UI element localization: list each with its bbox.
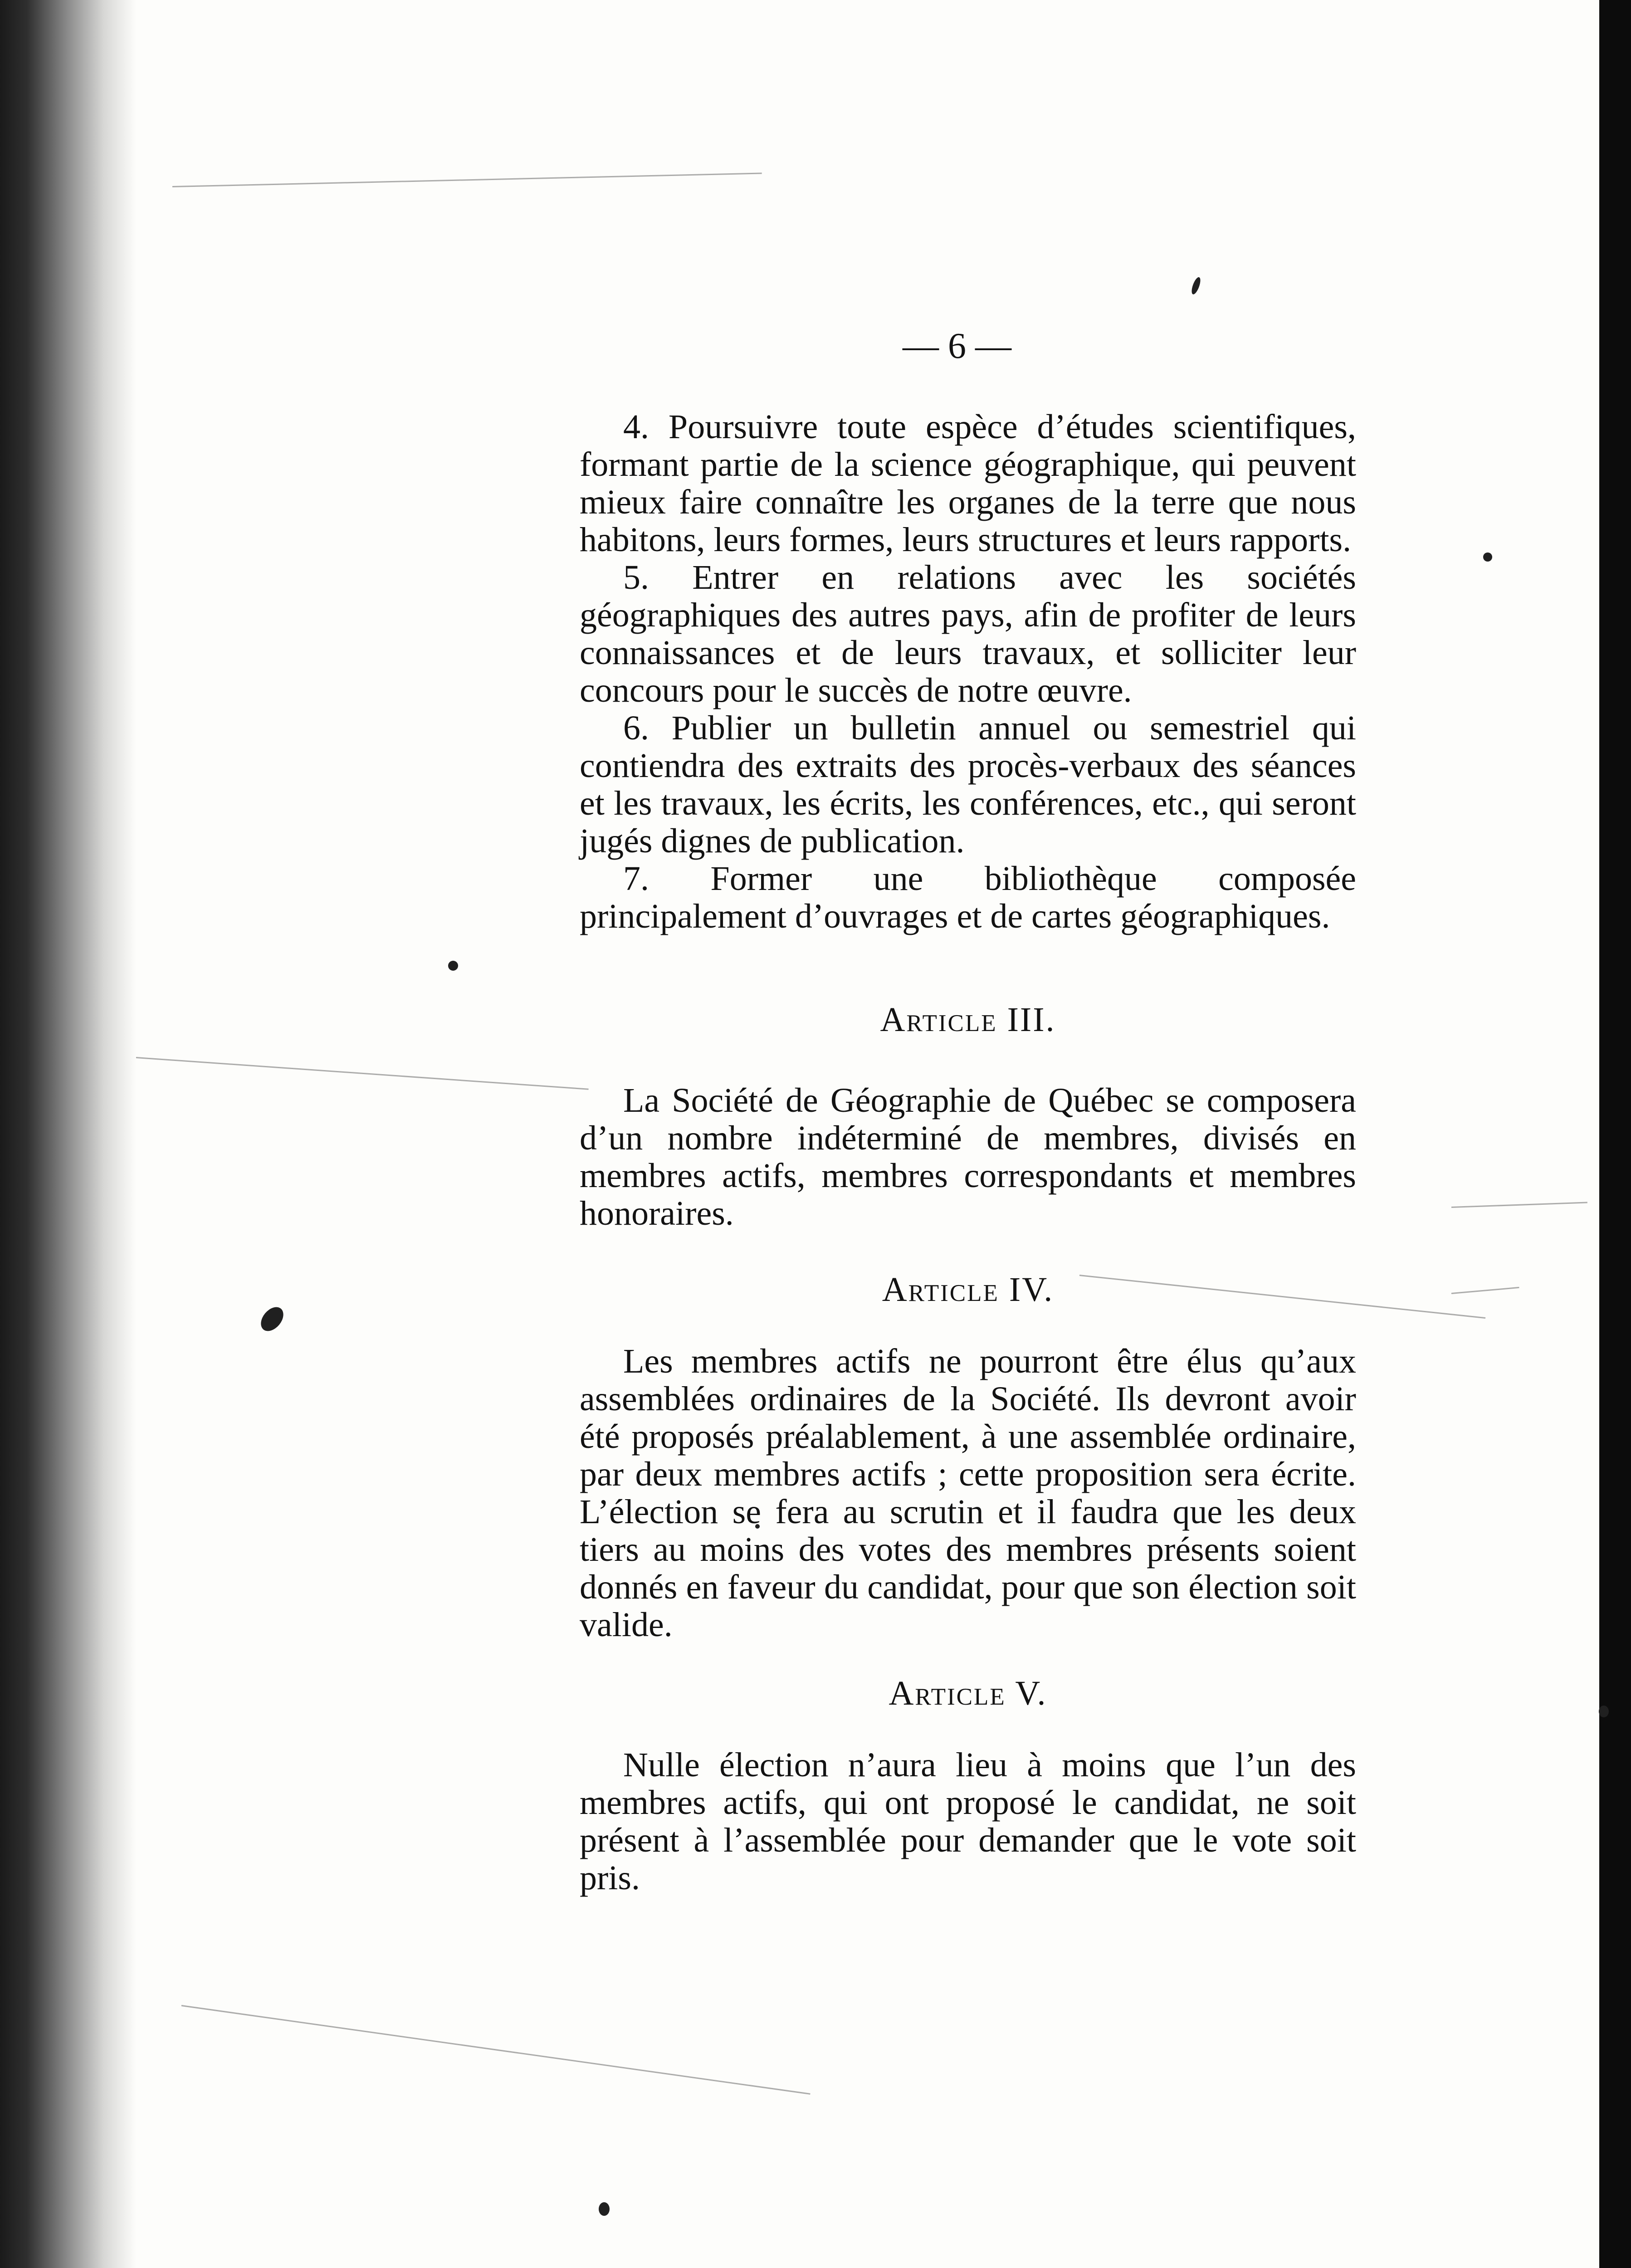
article-heading: Article IV. — [882, 1271, 1054, 1309]
scan-artifact-line — [172, 173, 762, 187]
scan-artifact-line — [1451, 1287, 1519, 1294]
scan-artifact-line — [1451, 1202, 1587, 1208]
list-item: 6. Publier un bulletin annuel ou semestriel qui contiendra des extraits des procès-verbaux des séances et les travaux, les écrits, les conférences, etc., qui seront jugés dignes de publication. — [580, 709, 1356, 860]
article-text: Nulle élection n’aura lieu à moins que l’un des membres actifs, qui ont proposé le candidat, ne soit présent à l’assemblée pour demander que le vote soit pris. — [580, 1746, 1356, 1897]
scan-artifact-line — [136, 1057, 589, 1090]
list-item: 7. Former une bibliothèque composée principalement d’ouvrages et de cartes géographiques. — [580, 860, 1356, 935]
list-block — [580, 408, 1356, 935]
list-item: 4. Poursuivre toute espèce d’études scientifiques, formant partie de la science géographique, qui peuvent mieux faire connaître les organes de la terre que nous habitons, leurs formes, leurs structures et leurs rapports. — [580, 408, 1356, 559]
scan-speck — [1483, 552, 1492, 562]
article-paragraph — [580, 1746, 1356, 1897]
article-paragraph — [580, 1343, 1356, 1644]
list-item: 5. Entrer en relations avec les sociétés géographiques des autres pays, afin de profiter de leurs connaissances et de leurs travaux, et solliciter leur concours pour le succès de notre œuvre. — [580, 558, 1356, 709]
article-text: Les membres actifs ne pourront être élus qu’aux assemblées ordinaires de la Société. Ils devront avoir été proposés préalablement, à une assemblée ordinaire, par deux membres actifs ; cette proposition sera écrite. L’élection se fera au scrutin et il faudra que les deux tiers au moins des votes des membres présents soient donnés en faveur du candidat, pour que son élection soit valide. — [580, 1342, 1356, 1644]
scan-artifact-line — [181, 2005, 811, 2095]
scan-speck — [1190, 276, 1202, 295]
scan-speck — [1599, 1706, 1609, 1717]
article-heading: Article III. — [880, 1001, 1056, 1039]
scan-speck — [256, 1303, 288, 1335]
page-number: — 6 — — [903, 326, 1011, 366]
article-text: La Société de Géographie de Québec se composera d’un nombre indéterminé de membres, divisés en membres actifs, membres correspondants et membres honoraires. — [580, 1081, 1356, 1232]
article-paragraph — [580, 1082, 1356, 1232]
scan-left-edge — [0, 0, 136, 2268]
article-heading: Article V. — [889, 1674, 1047, 1712]
scan-speck — [599, 2202, 610, 2216]
scan-right-edge — [1599, 0, 1631, 2268]
scan-speck — [448, 961, 458, 971]
